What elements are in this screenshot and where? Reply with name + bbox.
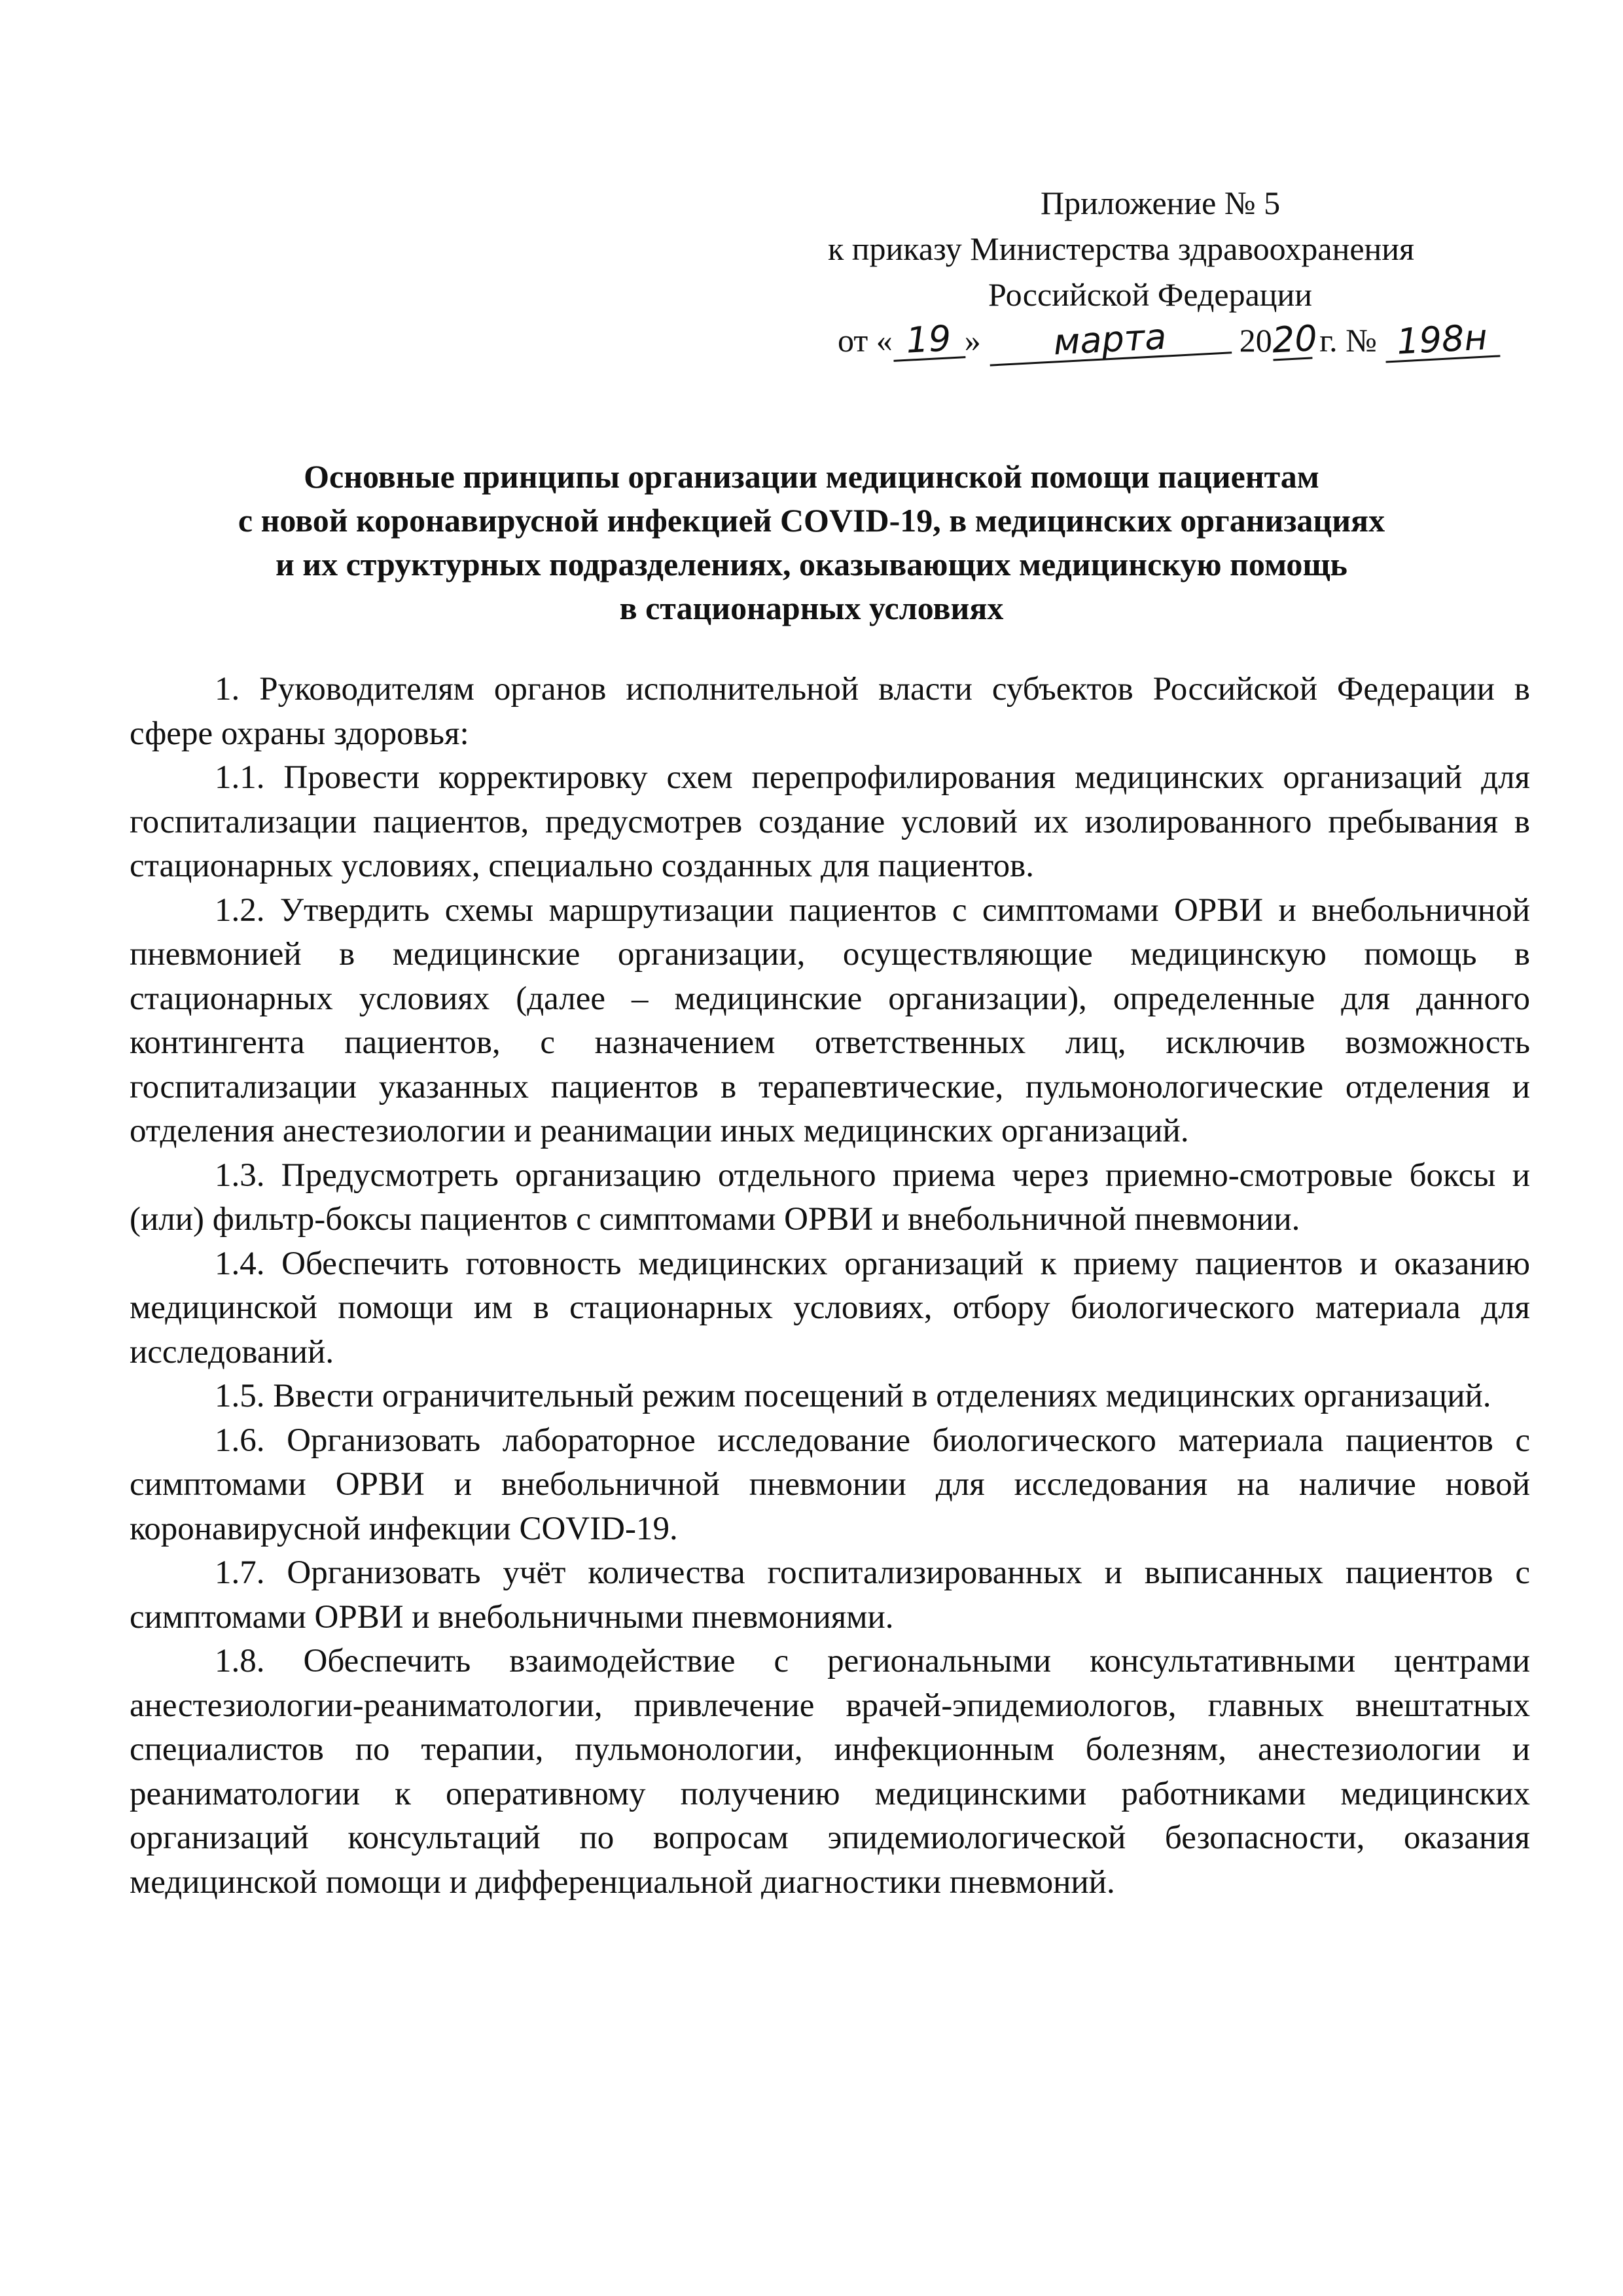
handwritten-day: 19 <box>891 319 965 362</box>
paragraph-1-6: 1.6. Организовать лабораторное исследование биологического материала пациентов с симптомами ОРВИ и внебольничной пневмонии для исследования на наличие новой коронавирусной инфекции COVID-19. <box>130 1422 1530 1547</box>
paragraph-1-5: 1.5. Ввести ограничительный режим посещений в отделениях медицинских организаций. <box>215 1378 1491 1414</box>
document-title <box>131 455 1492 630</box>
appendix-block <box>828 180 1554 363</box>
title-line-3: и их структурных подразделениях, оказывающих медицинскую помощь <box>276 546 1347 583</box>
appendix-order-ref: к приказу Министерства здравоохранения <box>828 230 1415 267</box>
date-prefix: от « <box>838 322 893 359</box>
date-year-prefix: 20 <box>1239 322 1272 359</box>
paragraph-1-2: 1.2. Утвердить схемы маршрутизации пациентов с симптомами ОРВИ и внебольничной пневмонией в медицинские организации, осуществляющие медицинскую помощь в стационарных условиях (далее – медицинские организации), определенные для данного контингента пациентов, с назначением ответственных лиц, исключив возможность госпитализации указанных пациентов в терапевтические, пульмонологические отделения и отделения анестезиологии и реанимации иных медицинских организаций. <box>130 891 1530 1149</box>
document-body <box>130 668 1530 1905</box>
handwritten-month: марта <box>988 315 1232 366</box>
paragraph-1-8: 1.8. Обеспечить взаимодействие с региональными консультативными центрами анестезиологии-реаниматологии, привлечение врачей-эпидемиологов, главных внештатных специалистов по терапии, пульмонологии, инфекционным болезням, анестезиологии и реаниматологии к оперативному получению медицинскими работниками медицинских организаций консультаций по вопросам эпидемиологической безопасности, оказания медицинской помощи и дифференциальной диагностики пневмоний. <box>130 1643 1530 1901</box>
appendix-date-line <box>828 317 1554 363</box>
paragraph-1-1: 1.1. Провести корректировку схем перепрофилирования медицинских организаций для госпитализации пациентов, предусмотрев создание условий их изолированного пребывания в стационарных условиях, специально созданных для пациентов. <box>130 759 1530 884</box>
paragraph-1-7: 1.7. Организовать учёт количества госпитализированных и выписанных пациентов с симптомами ОРВИ и внебольничными пневмониями. <box>130 1554 1530 1636</box>
appendix-number: Приложение № 5 <box>1041 185 1281 221</box>
title-line-1: Основные принципы организации медицинской помощи пациентам <box>304 458 1319 495</box>
paragraph-1-3: 1.3. Предусмотреть организацию отдельного приема через приемно-смотровые боксы и (или) фильтр-боксы пациентов с симптомами ОРВИ и внебольничной пневмонии. <box>130 1157 1530 1238</box>
handwritten-order-number: 198н <box>1384 318 1501 363</box>
title-line-4: в стационарных условиях <box>619 590 1004 626</box>
paragraph-1: 1. Руководителям органов исполнительной власти субъектов Российской Федерации в сфере охраны здоровья: <box>130 671 1530 752</box>
appendix-country: Российской Федерации <box>988 276 1313 313</box>
paragraph-1-4: 1.4. Обеспечить готовность медицинских организаций к приему пациентов и оказанию медицинской помощи им в стационарных условиях, отбору биологического материала для исследований. <box>130 1245 1530 1371</box>
date-year-after: г. № <box>1311 322 1385 359</box>
date-mid: » <box>964 322 981 359</box>
title-line-2: с новой коронавирусной инфекцией COVID-19, в медицинских организациях <box>238 502 1385 539</box>
handwritten-year: 20 <box>1270 317 1318 361</box>
